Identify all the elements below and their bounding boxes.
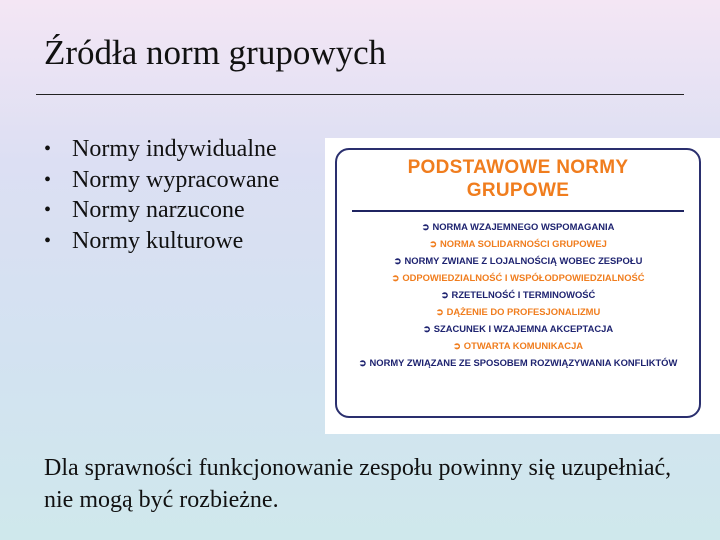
norm-item <box>337 235 699 252</box>
bullet-dot-icon: • <box>44 138 52 160</box>
norms-list <box>337 218 699 369</box>
norm-item <box>337 252 699 269</box>
arrow-icon: ➲ <box>421 221 430 232</box>
norm-item <box>337 269 699 286</box>
norms-card <box>335 148 701 418</box>
norm-item <box>337 303 699 320</box>
slide-caption: Dla sprawności funkcjonowanie zespołu powinny się uzupełniać, nie mogą być rozbieżne. <box>44 455 672 513</box>
arrow-icon: ➲ <box>440 289 449 300</box>
norm-item <box>337 354 699 369</box>
norm-item-text: RZETELNOŚĆ I TERMINOWOŚĆ <box>451 289 596 300</box>
norms-image <box>325 138 720 434</box>
norm-item-text: NORMA SOLIDARNOŚCI GRUPOWEJ <box>440 238 607 249</box>
arrow-icon: ➲ <box>435 306 444 317</box>
bullet-item: • Normy indywidualne <box>44 134 279 165</box>
arrow-icon: ➲ <box>429 238 437 249</box>
norm-item <box>337 286 699 303</box>
arrow-icon: ➲ <box>422 323 431 334</box>
norms-card-divider <box>352 210 684 212</box>
bullet-item: • Normy wypracowane <box>44 165 279 196</box>
bullet-list <box>44 134 279 256</box>
bullet-item: • Normy narzucone <box>44 195 279 226</box>
norm-item-text: ODPOWIEDZIALNOŚĆ I WSPÓŁODPOWIEDZIALNOŚĆ <box>402 272 645 283</box>
norms-card-title: PODSTAWOWE NORMY GRUPOWE <box>407 157 629 201</box>
bullet-dot-icon: • <box>44 168 52 191</box>
bullet-dot-icon: • <box>44 199 52 221</box>
norm-item <box>337 218 699 235</box>
norm-item-text: NORMY ZWIĄZANE ZE SPOSOBEM ROZWIĄZYWANIA KONFLIKTÓW <box>369 357 678 368</box>
norm-item-text: OTWARTA KOMUNIKACJA <box>463 340 584 351</box>
arrow-icon: ➲ <box>393 255 402 266</box>
norm-item-text: NORMY ZWIANE Z LOJALNOŚCIĄ WOBEC ZESPOŁU <box>404 255 643 266</box>
bullet-dot-icon: • <box>44 229 52 252</box>
arrow-icon: ➲ <box>452 340 461 351</box>
bullet-item: • Normy kulturowe <box>44 226 279 257</box>
norm-item-text: NORMA WZAJEMNEGO WSPOMAGANIA <box>432 221 615 232</box>
arrow-icon: ➲ <box>391 272 400 283</box>
arrow-icon: ➲ <box>358 357 367 368</box>
norm-item <box>337 320 699 337</box>
norm-item-text: DĄŻENIE DO PROFESJONALIZMU <box>446 306 601 317</box>
slide-title: Źródła norm grupowych <box>44 33 387 72</box>
norm-item-text: SZACUNEK I WZAJEMNA AKCEPTACJA <box>433 323 614 334</box>
title-divider <box>36 94 684 95</box>
norm-item <box>337 337 699 354</box>
